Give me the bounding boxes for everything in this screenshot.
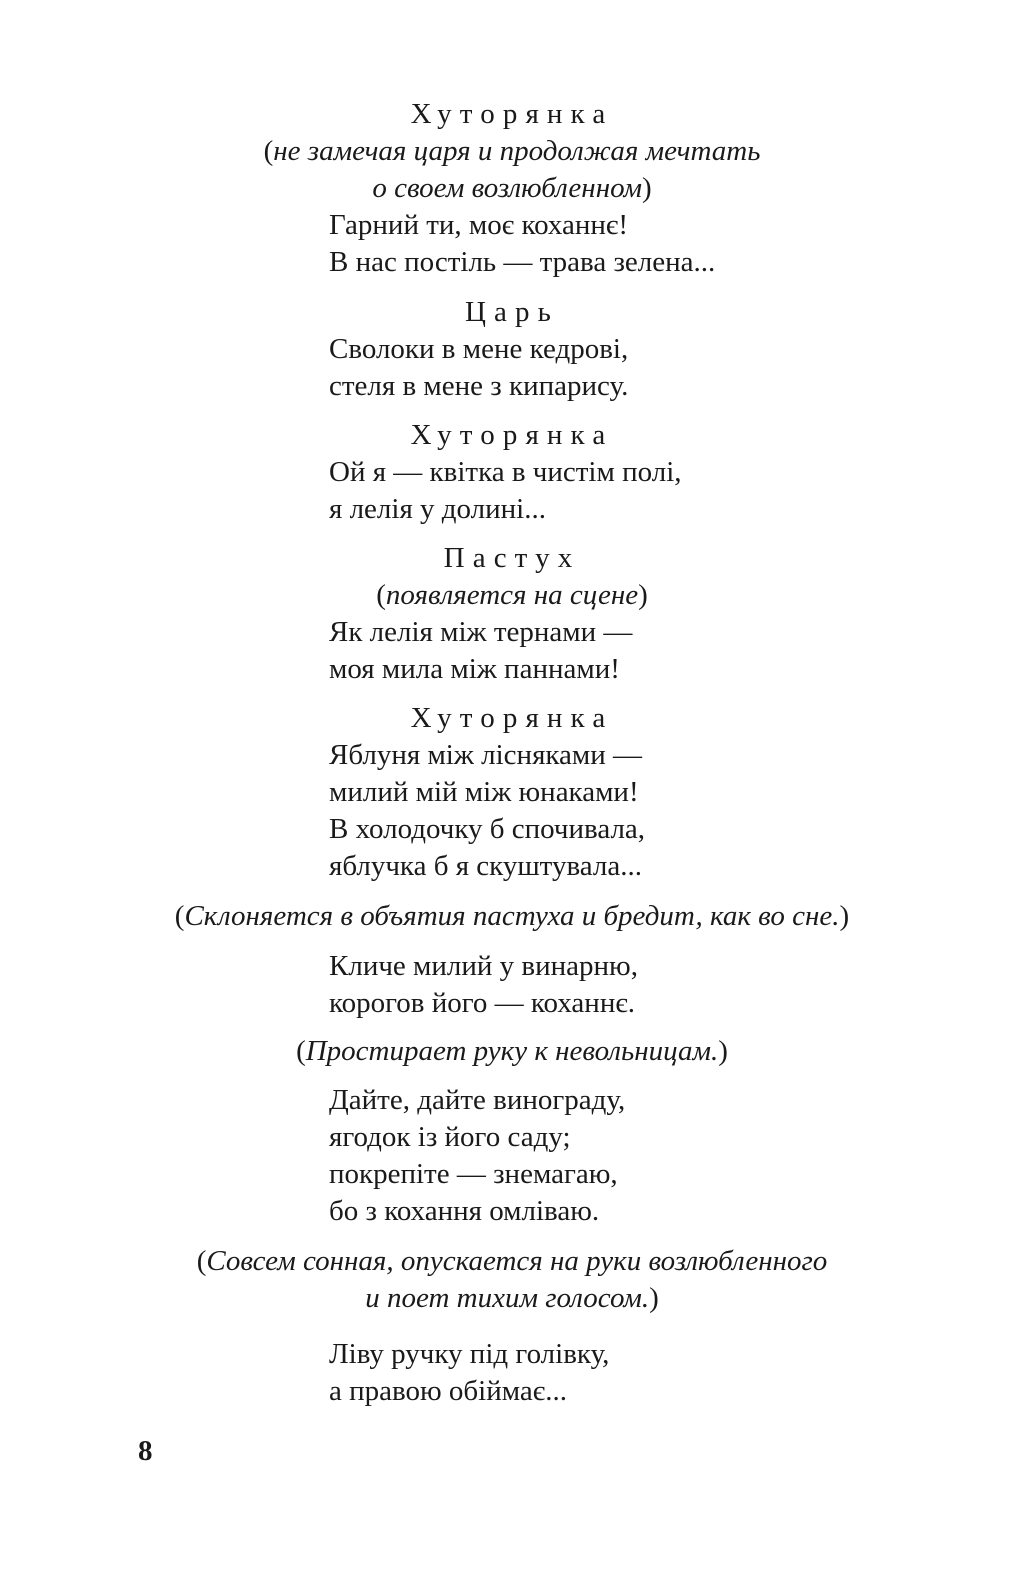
verse-line: моя мила між паннами! bbox=[329, 653, 620, 685]
speaker-name: Царь bbox=[464, 296, 560, 328]
verse-line: яблучка б я скуштувала... bbox=[329, 850, 642, 882]
verse-line: ягодок із його саду; bbox=[329, 1121, 571, 1153]
stage-direction: (Простирает руку к невольницам.) bbox=[296, 1035, 728, 1067]
page-number: 8 bbox=[138, 1435, 153, 1467]
speaker-name: Хуторянка bbox=[410, 702, 614, 734]
verse-line: Ліву ручку під голівку, bbox=[329, 1338, 610, 1370]
stage-direction: (Совсем сонная, опускается на руки возлюбленного bbox=[196, 1245, 828, 1277]
verse-line: милий мій між юнаками! bbox=[329, 776, 639, 808]
verse-line: Дайте, дайте винограду, bbox=[329, 1084, 626, 1116]
verse-line: В холодочку б спочивала, bbox=[329, 813, 646, 845]
stage-direction: о своем возлюбленном) bbox=[372, 172, 652, 204]
speaker-name: Хуторянка bbox=[410, 419, 614, 451]
stage-direction: (не замечая царя и продолжая мечтать bbox=[263, 135, 761, 167]
stage-direction: (появляется на сцене) bbox=[376, 579, 648, 611]
verse-line: Сволоки в мене кедрові, bbox=[329, 333, 629, 365]
verse-line: В нас постіль — трава зелена... bbox=[329, 246, 716, 278]
verse-line: стеля в мене з кипарису. bbox=[329, 370, 629, 402]
verse-line: бо з кохання омліваю. bbox=[329, 1195, 600, 1227]
stage-direction: (Склоняется в объятия пастуха и бредит, как во сне.) bbox=[174, 900, 850, 932]
verse-line: Ой я — квітка в чистім полі, bbox=[329, 456, 682, 488]
verse-line: Яблуня між лісняками — bbox=[329, 739, 643, 771]
verse-line: покрепіте — знемагаю, bbox=[329, 1158, 618, 1190]
speaker-name: Пастух bbox=[443, 542, 581, 574]
verse-line: я лелія у долині... bbox=[329, 493, 546, 525]
speaker-name: Хуторянка bbox=[410, 98, 614, 130]
verse-line: корогов його — коханнє. bbox=[329, 987, 636, 1019]
verse-line: а правою обіймає... bbox=[329, 1375, 567, 1407]
verse-line: Гарний ти, моє коханнє! bbox=[329, 209, 628, 241]
verse-line: Кличе милий у винарню, bbox=[329, 950, 638, 982]
verse-line: Як лелія між тернами — bbox=[329, 616, 633, 648]
stage-direction: и поет тихим голосом.) bbox=[365, 1282, 659, 1314]
